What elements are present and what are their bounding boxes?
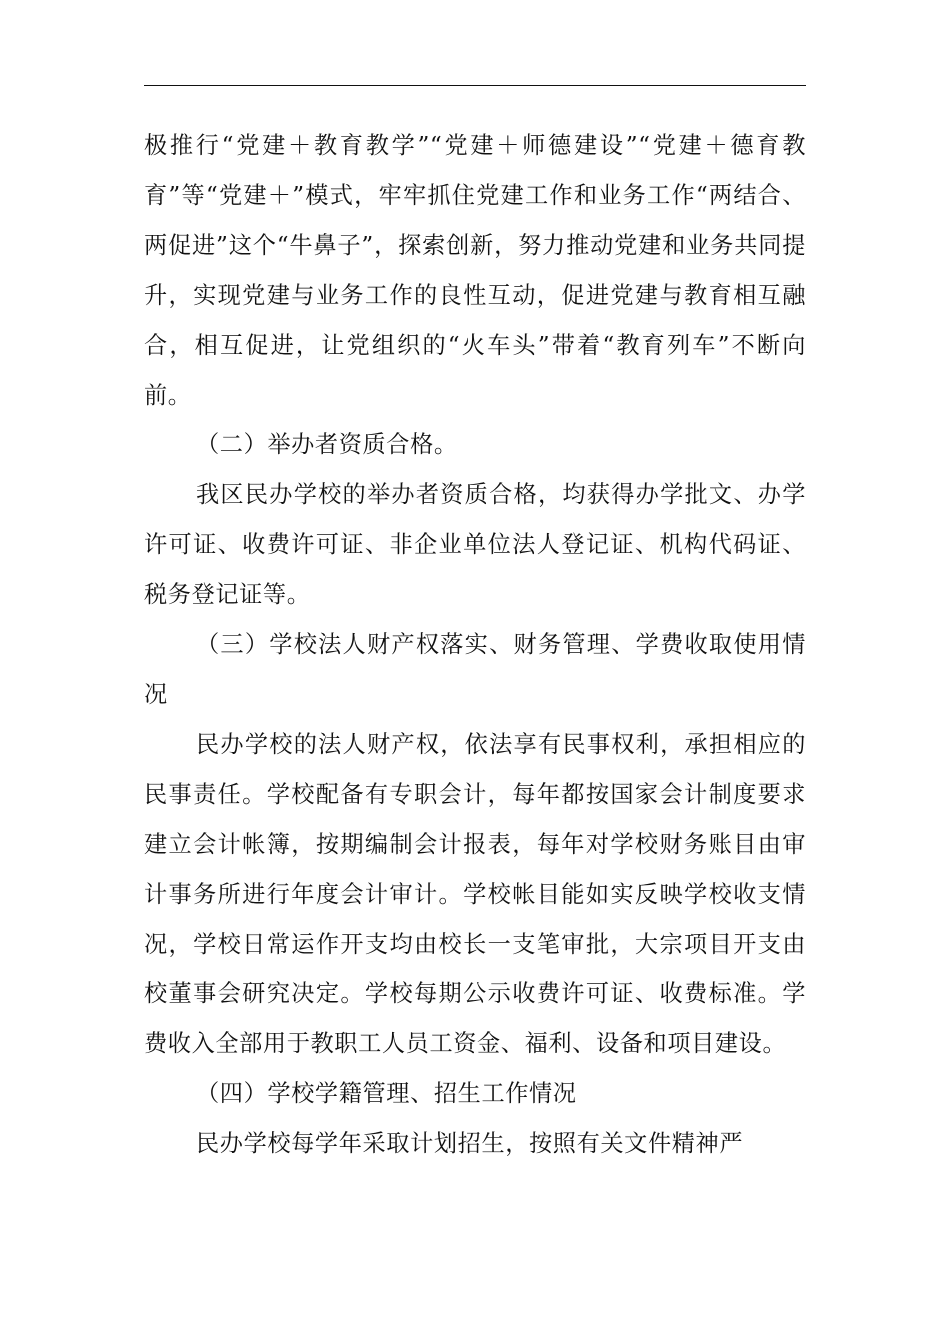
paragraph-sponsor-qualification: 我区民办学校的举办者资质合格，均获得办学批文、办学许可证、收费许可证、非企业单位法人登记证、机构代码证、税务登记证等。 (144, 481, 806, 609)
paragraph-enrollment: 民办学校每学年采取计划招生，按照有关文件精神严 (196, 1130, 744, 1158)
section-heading-2: （二）举办者资质合格。 (196, 431, 458, 459)
paragraph-party-building: 极推行“党建＋教育教学”“党建＋师德建设”“党建＋德育教育”等“党建＋”模式，牢牢抓住党建工作和业务工作“两结合、两促进”这个“牛鼻子”，探索创新，努力推动党建和业务共同提升，实现党建与业务工作的良性互动，促进党建与教育相互融合，相互促进，让党组织的“火车头”带着“教育列车”不断向前。 (144, 132, 806, 409)
section-heading-4: （四）学校学籍管理、招生工作情况 (196, 1080, 577, 1108)
document-body (144, 121, 806, 1169)
header-rule (144, 85, 806, 86)
section-heading-3: （三）学校法人财产权落实、财务管理、学费收取使用情况 (144, 631, 806, 708)
paragraph-finance-management: 民办学校的法人财产权，依法享有民事权利，承担相应的民事责任。学校配备有专职会计，每年都按国家会计制度要求建立会计帐簿，按期编制会计报表，每年对学校财务账目由审计事务所进行年度会计审计。学校帐目能如实反映学校收支情况，学校日常运作开支均由校长一支笔审批，大宗项目开支由校董事会研究决定。学校每期公示收费许可证、收费标准。学费收入全部用于教职工人员工资金、福利、设备和项目建设。 (144, 730, 806, 1058)
